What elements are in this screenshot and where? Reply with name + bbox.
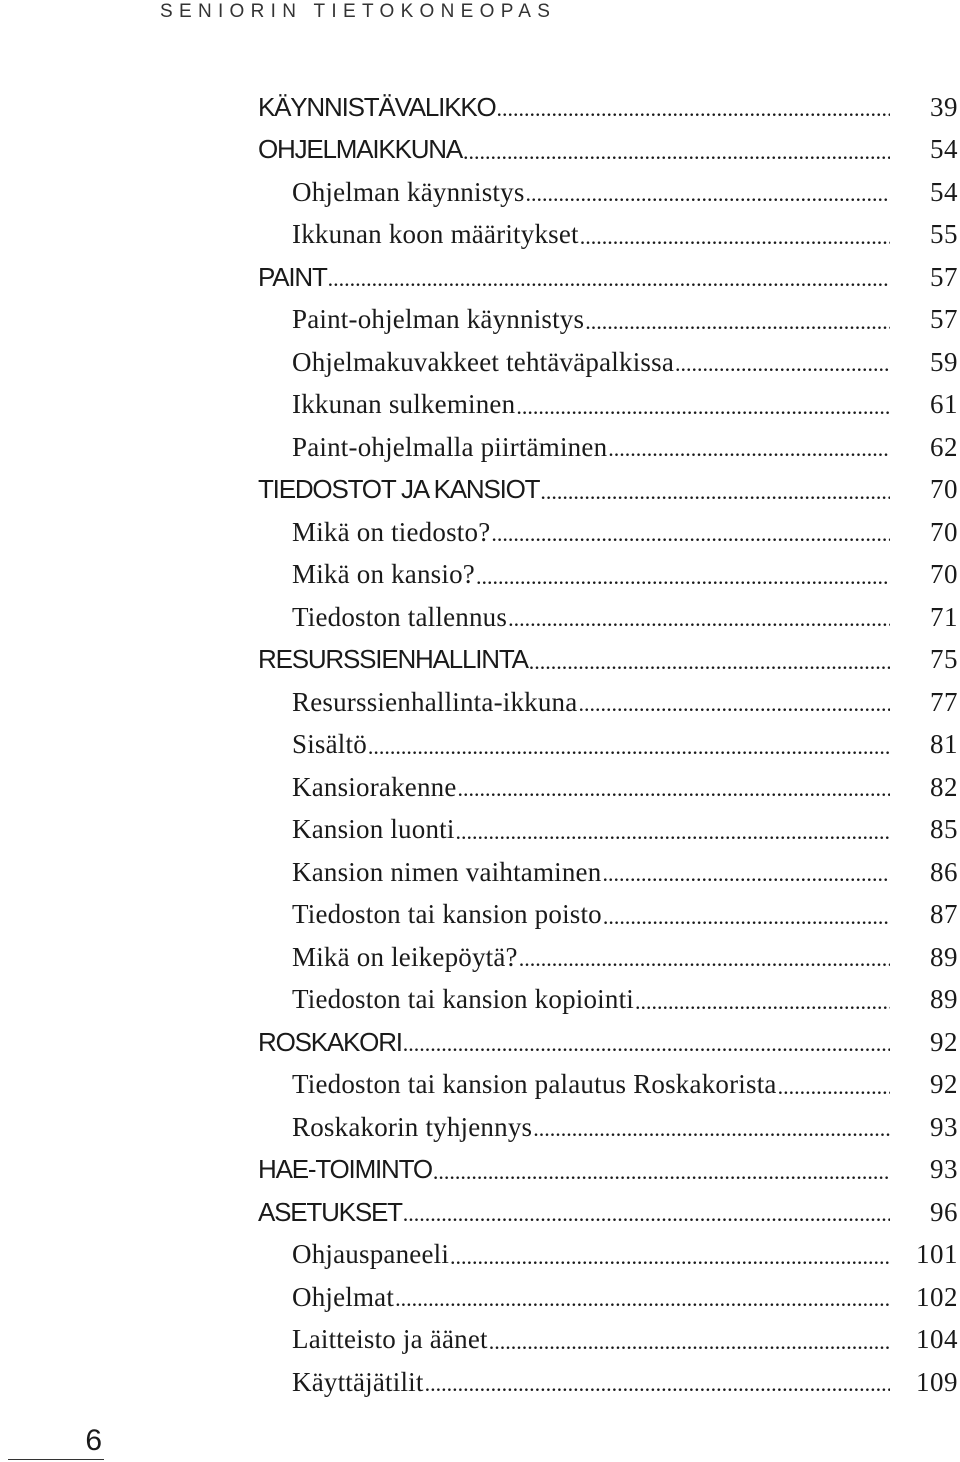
toc-entry-title: Mikä on leikepöytä? bbox=[292, 941, 518, 972]
page-number: 6 bbox=[85, 1424, 102, 1457]
toc-entry[interactable] bbox=[258, 1276, 960, 1319]
toc-entry-page: 93 bbox=[930, 1154, 958, 1185]
toc-leader-dots bbox=[403, 1199, 890, 1229]
toc-entry-title: Paint-ohjelmalla piirtäminen bbox=[292, 431, 608, 462]
toc-leader-dots bbox=[675, 349, 890, 379]
toc-entry-page: 102 bbox=[916, 1281, 958, 1312]
toc-entry[interactable] bbox=[258, 341, 960, 384]
toc-entry-title: Paint-ohjelman käynnistys bbox=[292, 304, 585, 335]
toc-entry-page: 57 bbox=[930, 261, 958, 292]
toc-entry[interactable] bbox=[258, 1149, 960, 1192]
toc-leader-dots bbox=[456, 817, 890, 847]
toc-entry-title: HAE-TOIMINTO bbox=[258, 1154, 432, 1185]
toc-entry-title: KÄYNNISTÄVALIKKO bbox=[258, 91, 496, 122]
toc-entry-title: TIEDOSTOT JA KANSIOT bbox=[258, 474, 540, 505]
toc-leader-dots bbox=[580, 222, 890, 252]
toc-leader-dots bbox=[328, 264, 890, 294]
toc-entry-title: Kansion luonti bbox=[292, 814, 455, 845]
toc-entry-title: OHJELMAIKKUNA bbox=[258, 134, 463, 165]
toc-entry-page: 104 bbox=[916, 1324, 958, 1355]
toc-leader-dots bbox=[529, 647, 890, 677]
toc-leader-dots bbox=[489, 1327, 890, 1357]
toc-entry-page: 61 bbox=[930, 389, 958, 420]
toc-leader-dots bbox=[603, 902, 890, 932]
toc-entry-title: Roskakorin tyhjennys bbox=[292, 1111, 533, 1142]
toc-entry-page: 81 bbox=[930, 729, 958, 760]
toc-entry-page: 93 bbox=[930, 1111, 958, 1142]
toc-entry[interactable] bbox=[258, 554, 960, 597]
toc-leader-dots bbox=[526, 179, 890, 209]
toc-entry-title: RESURSSIENHALLINTA bbox=[258, 644, 528, 675]
toc-leader-dots bbox=[433, 1157, 890, 1187]
toc-entry-title: Sisältö bbox=[292, 729, 367, 760]
toc-entry[interactable] bbox=[258, 724, 960, 767]
toc-entry[interactable] bbox=[258, 851, 960, 894]
toc-leader-dots bbox=[635, 987, 890, 1017]
toc-entry-title: Ikkunan sulkeminen bbox=[292, 389, 516, 420]
toc-entry-title: Ohjelmakuvakkeet tehtäväpalkissa bbox=[292, 346, 675, 377]
toc-entry-title: Kansiorakenne bbox=[292, 771, 457, 802]
toc-entry[interactable] bbox=[258, 86, 960, 129]
toc-entry-page: 92 bbox=[930, 1026, 958, 1057]
toc-leader-dots bbox=[403, 1029, 890, 1059]
toc-entry-title: ASETUKSET bbox=[258, 1196, 402, 1227]
toc-leader-dots bbox=[476, 562, 890, 592]
toc-entry-page: 82 bbox=[930, 771, 958, 802]
toc-entry-title: Mikä on tiedosto? bbox=[292, 516, 491, 547]
toc-entry-title: Tiedoston tai kansion kopiointi bbox=[292, 984, 634, 1015]
toc-entry[interactable] bbox=[258, 1064, 960, 1107]
toc-entry-title: Ohjelman käynnistys bbox=[292, 176, 525, 207]
toc-entry-page: 85 bbox=[930, 814, 958, 845]
toc-entry-page: 55 bbox=[930, 219, 958, 250]
toc-leader-dots bbox=[395, 1284, 890, 1314]
toc-entry[interactable] bbox=[258, 299, 960, 342]
toc-entry[interactable] bbox=[258, 596, 960, 639]
toc-entry[interactable] bbox=[258, 1234, 960, 1277]
toc-entry[interactable] bbox=[258, 426, 960, 469]
toc-entry-page: 87 bbox=[930, 899, 958, 930]
toc-entry-title: PAINT bbox=[258, 261, 327, 292]
toc-entry[interactable] bbox=[258, 936, 960, 979]
toc-leader-dots bbox=[585, 307, 890, 337]
toc-entry[interactable] bbox=[258, 469, 960, 512]
toc-entry-page: 96 bbox=[930, 1196, 958, 1227]
toc-entry-title: Resurssienhallinta-ikkuna bbox=[292, 686, 578, 717]
toc-leader-dots bbox=[602, 859, 890, 889]
toc-entry-title: Laitteisto ja äänet bbox=[292, 1324, 488, 1355]
toc-entry-page: 77 bbox=[930, 686, 958, 717]
running-header: SENIORIN TIETOKONEOPAS bbox=[160, 1, 557, 22]
toc-entry-title: Tiedoston tai kansion palautus Roskakorista bbox=[292, 1069, 777, 1100]
toc-entry-page: 109 bbox=[916, 1366, 958, 1397]
toc-entry-page: 62 bbox=[930, 431, 958, 462]
toc-entry[interactable] bbox=[258, 681, 960, 724]
toc-leader-dots bbox=[578, 689, 890, 719]
toc-entry-page: 39 bbox=[930, 91, 958, 122]
toc-entry-title: Ohjelmat bbox=[292, 1281, 395, 1312]
toc-leader-dots bbox=[425, 1369, 890, 1399]
toc-entry-page: 70 bbox=[930, 516, 958, 547]
toc-entry-page: 57 bbox=[930, 304, 958, 335]
toc-entry-title: Käyttäjätilit bbox=[292, 1366, 424, 1397]
toc-entry-title: Tiedoston tallennus bbox=[292, 601, 508, 632]
toc-entry-page: 70 bbox=[930, 474, 958, 505]
footer-rule bbox=[8, 1459, 104, 1460]
toc-entry[interactable] bbox=[258, 129, 960, 172]
toc-entry-title: Tiedoston tai kansion poisto bbox=[292, 899, 602, 930]
toc-entry-page: 89 bbox=[930, 984, 958, 1015]
toc-leader-dots bbox=[450, 1242, 890, 1272]
toc-entry-page: 86 bbox=[930, 856, 958, 887]
toc-entry-title: Ohjauspaneeli bbox=[292, 1239, 450, 1270]
toc-entry[interactable] bbox=[258, 766, 960, 809]
toc-entry-page: 75 bbox=[930, 644, 958, 675]
toc-entry-page: 54 bbox=[930, 176, 958, 207]
page-footer bbox=[0, 1418, 104, 1462]
toc-entry[interactable] bbox=[258, 979, 960, 1022]
toc-entry-title: ROSKAKORI bbox=[258, 1026, 402, 1057]
toc-leader-dots bbox=[497, 94, 890, 124]
toc-leader-dots bbox=[463, 137, 890, 167]
toc-leader-dots bbox=[608, 434, 890, 464]
toc-entry-page: 70 bbox=[930, 559, 958, 590]
toc-entry-page: 92 bbox=[930, 1069, 958, 1100]
toc-leader-dots bbox=[458, 774, 890, 804]
toc-entry[interactable] bbox=[258, 384, 960, 427]
toc-entry-page: 89 bbox=[930, 941, 958, 972]
toc-leader-dots bbox=[778, 1072, 890, 1102]
toc-leader-dots bbox=[519, 944, 890, 974]
toc-entry[interactable] bbox=[258, 1191, 960, 1234]
toc-leader-dots bbox=[368, 732, 890, 762]
toc-entry-page: 54 bbox=[930, 134, 958, 165]
toc-leader-dots bbox=[516, 392, 890, 422]
toc-entry[interactable] bbox=[258, 171, 960, 214]
table-of-contents bbox=[258, 86, 960, 1404]
toc-entry-page: 59 bbox=[930, 346, 958, 377]
toc-leader-dots bbox=[540, 477, 890, 507]
toc-entry[interactable] bbox=[258, 639, 960, 682]
toc-leader-dots bbox=[533, 1114, 890, 1144]
toc-entry-title: Mikä on kansio? bbox=[292, 559, 475, 590]
toc-entry-page: 101 bbox=[916, 1239, 958, 1270]
toc-entry[interactable] bbox=[258, 809, 960, 852]
toc-entry[interactable] bbox=[258, 894, 960, 937]
toc-entry[interactable] bbox=[258, 1361, 960, 1404]
toc-entry[interactable] bbox=[258, 214, 960, 257]
toc-entry[interactable] bbox=[258, 511, 960, 554]
toc-entry[interactable] bbox=[258, 256, 960, 299]
toc-entry[interactable] bbox=[258, 1319, 960, 1362]
toc-entry-title: Ikkunan koon määritykset bbox=[292, 219, 579, 250]
toc-leader-dots bbox=[491, 519, 890, 549]
toc-entry[interactable] bbox=[258, 1106, 960, 1149]
toc-entry-page: 71 bbox=[930, 601, 958, 632]
toc-leader-dots bbox=[508, 604, 890, 634]
toc-entry[interactable] bbox=[258, 1021, 960, 1064]
toc-entry-title: Kansion nimen vaihtaminen bbox=[292, 856, 602, 887]
